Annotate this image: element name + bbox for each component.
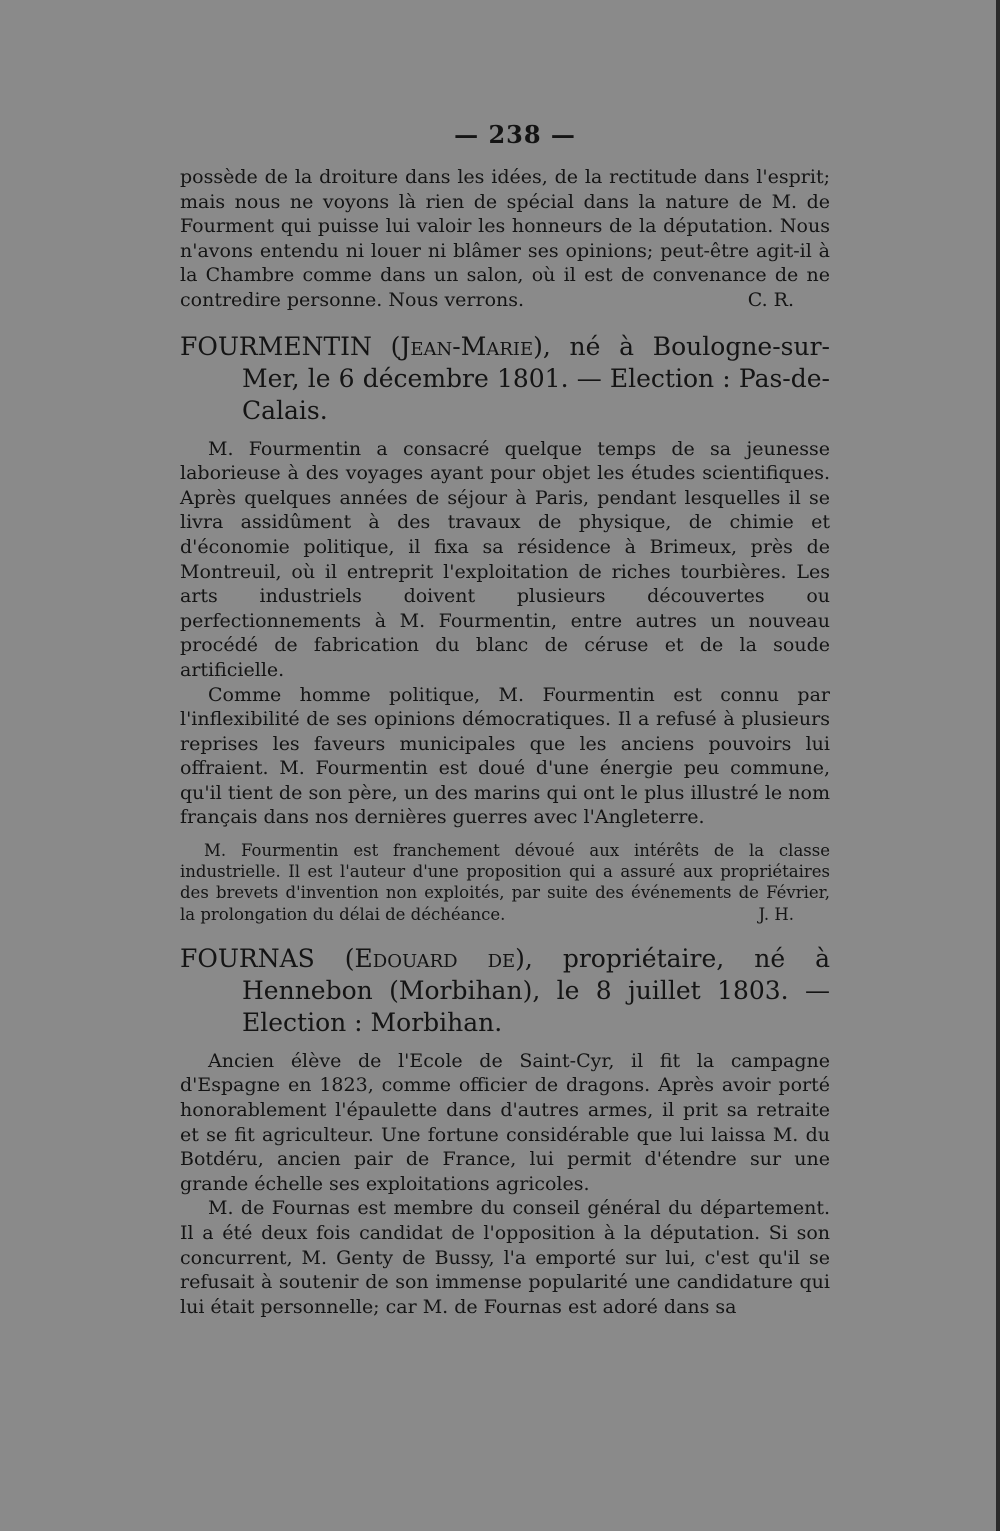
entry-continuation-text: [180, 165, 830, 313]
entry-details: , né à Boulogne-sur-Mer, le 6 décembre 1801. — Election : Pas-de-Calais.: [242, 331, 830, 425]
entry-paragraph: M. de Fournas est membre du conseil général du département. Il a été deux fois candidat de l'opposition à la députation. Si son concurrent, M. Genty de Bussy, l'a emporté sur lui, c'est qu'il se refusait à soutenir de son immense popularité une candidature qui lui était personnelle; car M. de Fournas est adoré dans sa: [180, 1197, 830, 1318]
entry-heading-fournas: [180, 943, 830, 1039]
entry-name: FOURMENTIN: [180, 331, 372, 361]
entry-note: [180, 840, 830, 925]
continuation-body: possède de la droiture dans les idées, de la rectitude dans l'esprit; mais nous ne voyons là rien de spécial dans la nature de M. de Fourment qui puisse lui valoir les honneurs de la députation. Nous n'avons entendu ni louer ni blâmer ses opinions; peut-être agit-il à la Chambre comme dans un salon, où il est de convenance de ne contredire personne. Nous verrons.: [180, 166, 830, 311]
page-edge: [996, 0, 1000, 1531]
entry-given-name: (Edouard de): [344, 943, 525, 973]
document-page: [180, 120, 830, 1319]
entry-paragraph: Comme homme politique, M. Fourmentin est connu par l'inflexibilité de ses opinions démocratiques. Il a refusé à plusieurs reprises les faveurs municipales que les anciens pouvoirs lui offraient. M. Fourmentin est doué d'une énergie peu commune, qu'il tient de son père, un des marins qui ont le plus illustré le nom français dans nos dernières guerres avec l'Angleterre.: [180, 683, 830, 829]
page-number: — 238 —: [454, 120, 576, 149]
author-signature: C. R.: [747, 288, 794, 311]
entry-details: , propriétaire, né à Hennebon (Morbihan), le 8 juillet 1803. — Election : Morbihan.: [242, 943, 831, 1037]
author-signature: J. H.: [758, 904, 794, 924]
entry-heading-fourmentin: [180, 331, 830, 427]
entry-name: FOURNAS: [180, 943, 315, 973]
note-body: M. Fourmentin est franchement dévoué aux intérêts de la classe industrielle. Il est l'auteur d'une proposition qui a assuré aux propriétaires des brevets d'invention non exploités, par suite des événements de Février, la prolongation du délai de déchéance.: [180, 841, 830, 924]
entry-paragraph: M. Fourmentin a consacré quelque temps de sa jeunesse laborieuse à des voyages ayant pour objet les études scientifiques. Après quelques années de séjour à Paris, pendant lesquelles il se livra assidûment à des travaux de physique, de chimie et d'économie politique, il fixa sa résidence à Brimeux, près de Montreuil, où il entreprit l'exploitation de riches tourbières. Les arts industriels doivent plusieurs découvertes ou perfectionnements à M. Fourmentin, entre autres un nouveau procédé de fabrication du blanc de céruse et de la soude artificielle.: [180, 437, 830, 681]
entry-given-name: (Jean-Marie): [390, 331, 543, 361]
entry-paragraph: Ancien élève de l'Ecole de Saint-Cyr, il fit la campagne d'Espagne en 1823, comme officier de dragons. Après avoir porté honorablement l'épaulette dans d'autres armes, il prit sa retraite et se fit agriculteur. Une fortune considérable que lui laissa M. du Botdéru, ancien pair de France, lui permit d'étendre sur une grande échelle ses exploitations agricoles.: [180, 1049, 830, 1195]
